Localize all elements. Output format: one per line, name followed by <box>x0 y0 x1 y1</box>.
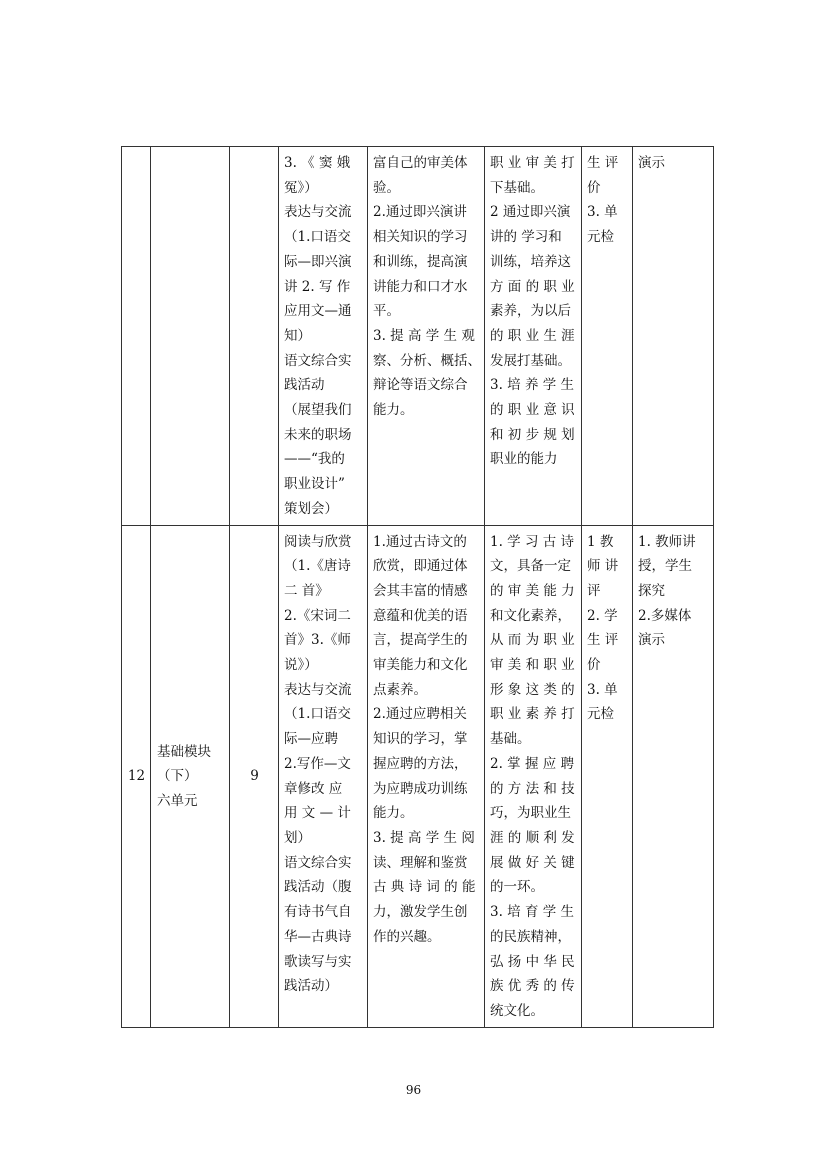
cell-line: 3. 提 高 学 生 观 <box>373 327 475 344</box>
cell-line: 作的兴趣。 <box>373 928 441 945</box>
cell-line: 歌读写与实 <box>284 953 352 970</box>
cell-line: （1.口语交 <box>284 706 351 723</box>
cell-line: 授，学生 <box>638 558 692 575</box>
cell-line: 读、理解和鉴赏 <box>373 854 468 871</box>
page-number: 96 <box>405 1083 422 1097</box>
cell-line: 说》） <box>284 657 318 674</box>
cell-line: 应用文—通 <box>284 303 352 320</box>
cell-line: 的 方 法 和 技 <box>490 780 575 797</box>
cell-line: 2 通过即兴演 <box>490 204 571 221</box>
cell-line: （1.《唐诗 <box>284 558 351 575</box>
cell-content <box>279 525 368 1027</box>
cell-line: 的民族精神， <box>490 928 571 945</box>
cell-method <box>633 525 714 1027</box>
cell-line: 2.通过应聘相关 <box>373 706 467 723</box>
cell-line: 语文综合实 <box>284 854 352 871</box>
cell-line: 践活动（腹 <box>284 879 352 896</box>
cell-line: 和训练，提高演 <box>373 253 468 270</box>
cell-line: 形 象 这 类 的 <box>490 681 575 698</box>
cell-goal-knowledge <box>368 147 485 526</box>
cell-line: （1.口语交 <box>284 229 351 246</box>
cell-line: 价 <box>587 179 601 196</box>
cell-line: 方 面 的 职 业 <box>490 278 575 295</box>
cell-line: ——“我的 <box>284 451 345 468</box>
cell-method <box>633 147 714 526</box>
cell-line: 二 首》 <box>284 582 329 599</box>
cell-line: 基础。 <box>490 731 531 748</box>
cell-line: 为应聘成功训练 <box>373 780 468 797</box>
cell-line: 文，具备一定 <box>490 558 571 575</box>
cell-line: 审美能力和文化 <box>373 657 468 674</box>
cell-line: 富自己的审美体 <box>373 155 468 171</box>
cell-line: 的 审 美 能 力 <box>490 582 575 599</box>
cell-line: 发展打基础。 <box>490 352 571 369</box>
cell-line: 生 评 <box>587 632 619 649</box>
cell-line: 察、分析、概括、 <box>373 352 481 369</box>
cell-line: 力，激发学生创 <box>373 904 468 921</box>
cell-line: 2. 学 <box>587 607 618 624</box>
cell-line: 意蕴和优美的语 <box>373 607 468 624</box>
cell-line: 的一环。 <box>490 879 544 896</box>
cell-line: 相关知识的学习 <box>373 229 468 246</box>
cell-line: （展望我们 <box>284 402 352 419</box>
cell-line: 用 文 — 计 <box>284 805 351 822</box>
cell-line: 下基础。 <box>490 179 544 196</box>
cell-line: 元检 <box>587 229 614 246</box>
cell-line: 巧，为职业生 <box>490 805 571 822</box>
cell-line: 的 职 业 意 识 <box>490 402 575 419</box>
cell-line: 欣赏，即通过体 <box>373 558 468 575</box>
cell-line: 际—即兴演 <box>284 253 352 270</box>
cell-line: 首》3.《师 <box>284 632 351 649</box>
cell-line: 知） <box>284 327 311 344</box>
cell-line: 华—古典诗 <box>284 928 352 945</box>
cell-line: 验。 <box>373 179 400 196</box>
cell-line: 能力。 <box>373 805 414 822</box>
cell-line: 1 教 <box>587 533 614 550</box>
cell-line: 探究 <box>638 582 665 599</box>
cell-line: 2.多媒体 <box>638 607 692 624</box>
cell-line: 3. 提 高 学 生 阅 <box>373 829 475 846</box>
cell-line: 表达与交流 <box>284 204 352 221</box>
cell-line: 3. 单 <box>587 204 618 221</box>
cell-line: 师 讲 <box>587 558 619 575</box>
cell-line: 族 优 秀 的 传 <box>490 978 575 995</box>
cell-line: 讲能力和口才水 <box>373 278 468 295</box>
cell-number <box>122 147 151 526</box>
cell-module <box>151 147 230 526</box>
cell-line: 划） <box>284 829 311 846</box>
cell-line: 讲 2. 写 作 <box>284 278 351 295</box>
cell-line: 评 <box>587 582 601 599</box>
cell-line: 演示 <box>638 632 665 649</box>
cell-line: 职业设计” <box>284 476 345 493</box>
cell-line: 表达与交流 <box>284 681 352 698</box>
cell-line: 2. 掌 握 应 聘 <box>490 755 575 772</box>
cell-line: 能力。 <box>373 402 414 419</box>
cell-line: 际—应聘 <box>284 731 338 748</box>
cell-line: 和文化素养， <box>490 607 571 624</box>
cell-line: 语文综合实 <box>284 352 352 369</box>
cell-line: 展 做 好 关 键 <box>490 854 575 871</box>
course-plan-table <box>121 146 714 1028</box>
cell-line: 知识的学习，掌 <box>373 731 468 748</box>
cell-line: 的 职 业 生 涯 <box>490 327 575 344</box>
cell-line: 统文化。 <box>490 1002 544 1019</box>
cell-line: 1. 学 习 古 诗 <box>490 533 575 550</box>
cell-module <box>151 525 230 1027</box>
cell-line: 从 而 为 职 业 <box>490 632 575 649</box>
cell-line: 职 业 审 美 打 <box>490 155 575 171</box>
cell-line: 3. 单 <box>587 681 618 698</box>
cell-line: 和 初 步 规 划 <box>490 426 575 443</box>
cell-line: 2.写作—文 <box>284 755 351 772</box>
cell-line: 3. 培 育 学 生 <box>490 904 575 921</box>
cell-line: 握应聘的方法， <box>373 755 468 772</box>
cell-content <box>279 147 368 526</box>
cell-line: 涯 的 顺 利 发 <box>490 829 575 846</box>
cell-goal-vocational <box>485 525 582 1027</box>
cell-line: 弘 扬 中 华 民 <box>490 953 575 970</box>
cell-line: 3. 《 窦 娥 <box>284 155 351 171</box>
cell-line: 未来的职场 <box>284 426 352 443</box>
cell-line: 2.通过即兴演讲 <box>373 204 467 221</box>
cell-line: 古 典 诗 词 的 能 <box>373 879 476 896</box>
cell-line: 元检 <box>587 706 614 723</box>
cell-line: 训练，培养这 <box>490 253 571 270</box>
cell-line: 阅读与欣赏 <box>284 533 352 550</box>
cell-line: （下） <box>157 768 198 785</box>
cell-line: 1.通过古诗文的 <box>373 533 467 550</box>
cell-line: 生 评 <box>587 155 619 171</box>
cell-line: 素养，为以后 <box>490 303 571 320</box>
cell-evaluation <box>582 525 633 1027</box>
cell-line: 章修改 应 <box>284 780 343 797</box>
cell-line: 践活动 <box>284 377 325 394</box>
cell-line: 1. 教师讲 <box>638 533 696 550</box>
cell-line: 审 美 和 职 业 <box>490 657 575 674</box>
cell-line: 3. 培 养 学 生 <box>490 377 575 394</box>
cell-number: 12 <box>122 525 151 1027</box>
cell-line: 讲的 学习和 <box>490 229 562 246</box>
cell-hours <box>230 147 279 526</box>
cell-goal-vocational <box>485 147 582 526</box>
cell-line: 践活动） <box>284 978 338 995</box>
cell-line: 冤》） <box>284 179 318 196</box>
cell-line: 有诗书气自 <box>284 904 352 921</box>
cell-line: 策划会） <box>284 500 338 517</box>
cell-line: 言，提高学生的 <box>373 632 468 649</box>
cell-line: 演示 <box>638 155 665 171</box>
cell-goal-knowledge <box>368 525 485 1027</box>
cell-line: 职业的能力 <box>490 451 558 468</box>
cell-line: 辩论等语文综合 <box>373 377 468 394</box>
cell-evaluation <box>582 147 633 526</box>
table-row <box>122 525 714 1027</box>
cell-line: 六单元 <box>157 792 198 809</box>
cell-hours: 9 <box>230 525 279 1027</box>
cell-line: 会其丰富的情感 <box>373 582 468 599</box>
cell-line: 点素养。 <box>373 681 427 698</box>
cell-line: 价 <box>587 657 601 674</box>
cell-line: 基础模块 <box>157 743 211 760</box>
table-row <box>122 147 714 526</box>
cell-line: 2.《宋词二 <box>284 607 351 624</box>
cell-line: 平。 <box>373 303 400 320</box>
cell-line: 职 业 素 养 打 <box>490 706 575 723</box>
